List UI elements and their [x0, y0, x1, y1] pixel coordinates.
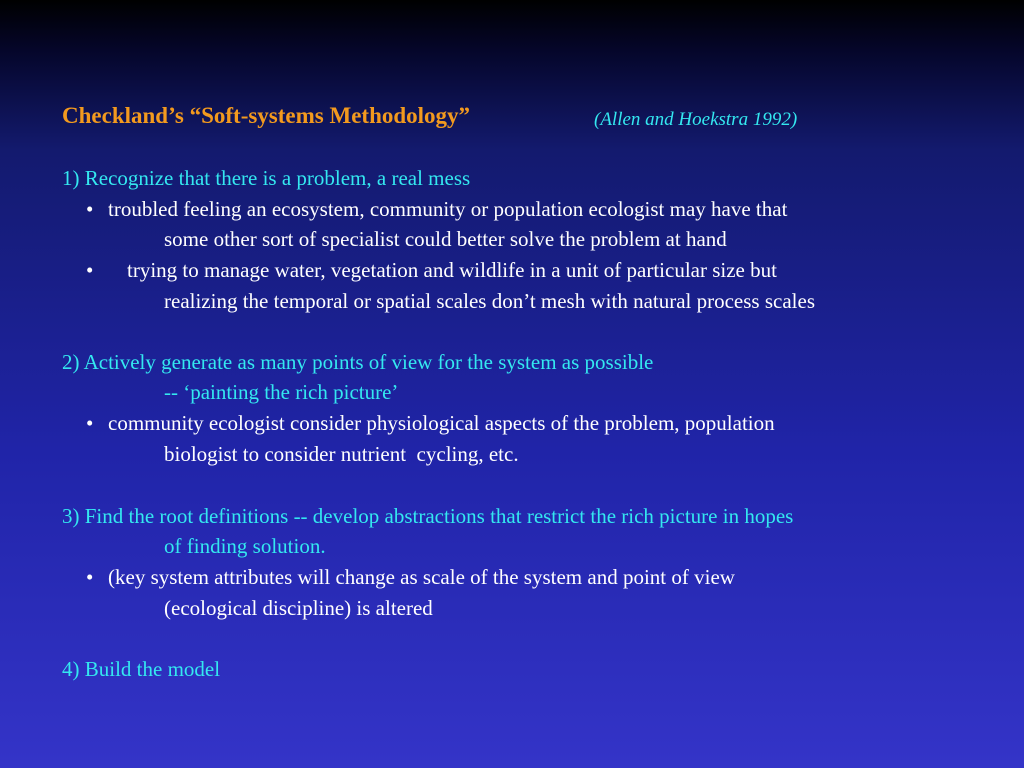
step-1-bullet-1-line-2: some other sort of specialist could better solve the problem at hand	[164, 227, 727, 251]
step-2-heading: 2) Actively generate as many points of view for the system as possible	[62, 350, 654, 374]
step-1-bullet-2-line-2: realizing the temporal or spatial scales don’t mesh with natural process scales	[164, 289, 815, 313]
step-1-bullet-2-line-1: trying to manage water, vegetation and wildlife in a unit of particular size but	[127, 258, 777, 282]
bullet-icon: •	[86, 565, 94, 589]
step-3-heading-continued: of finding solution.	[164, 534, 326, 558]
bullet-icon: •	[86, 258, 94, 282]
step-3-bullet-1-line-1: (key system attributes will change as scale of the system and point of view	[108, 565, 735, 589]
step-3-heading: 3) Find the root definitions -- develop abstractions that restrict the rich picture in hopes	[62, 504, 794, 528]
step-1-heading: 1) Recognize that there is a problem, a real mess	[62, 166, 471, 190]
step-3-bullet-1-line-2: (ecological discipline) is altered	[164, 596, 433, 620]
step-4-heading: 4) Build the model	[62, 657, 221, 681]
step-1-bullet-1-line-1: troubled feeling an ecosystem, community or population ecologist may have that	[108, 197, 788, 221]
step-2-bullet-1-line-2: biologist to consider nutrient cycling, etc.	[164, 442, 519, 466]
citation: (Allen and Hoekstra 1992)	[594, 109, 798, 130]
step-2-bullet-1-line-1: community ecologist consider physiological aspects of the problem, population	[108, 411, 775, 435]
bullet-icon: •	[86, 197, 94, 221]
step-2-subheading: -- ‘painting the rich picture’	[164, 380, 399, 404]
bullet-icon: •	[86, 411, 94, 435]
slide-title: Checkland’s “Soft-systems Methodology”	[62, 103, 471, 128]
